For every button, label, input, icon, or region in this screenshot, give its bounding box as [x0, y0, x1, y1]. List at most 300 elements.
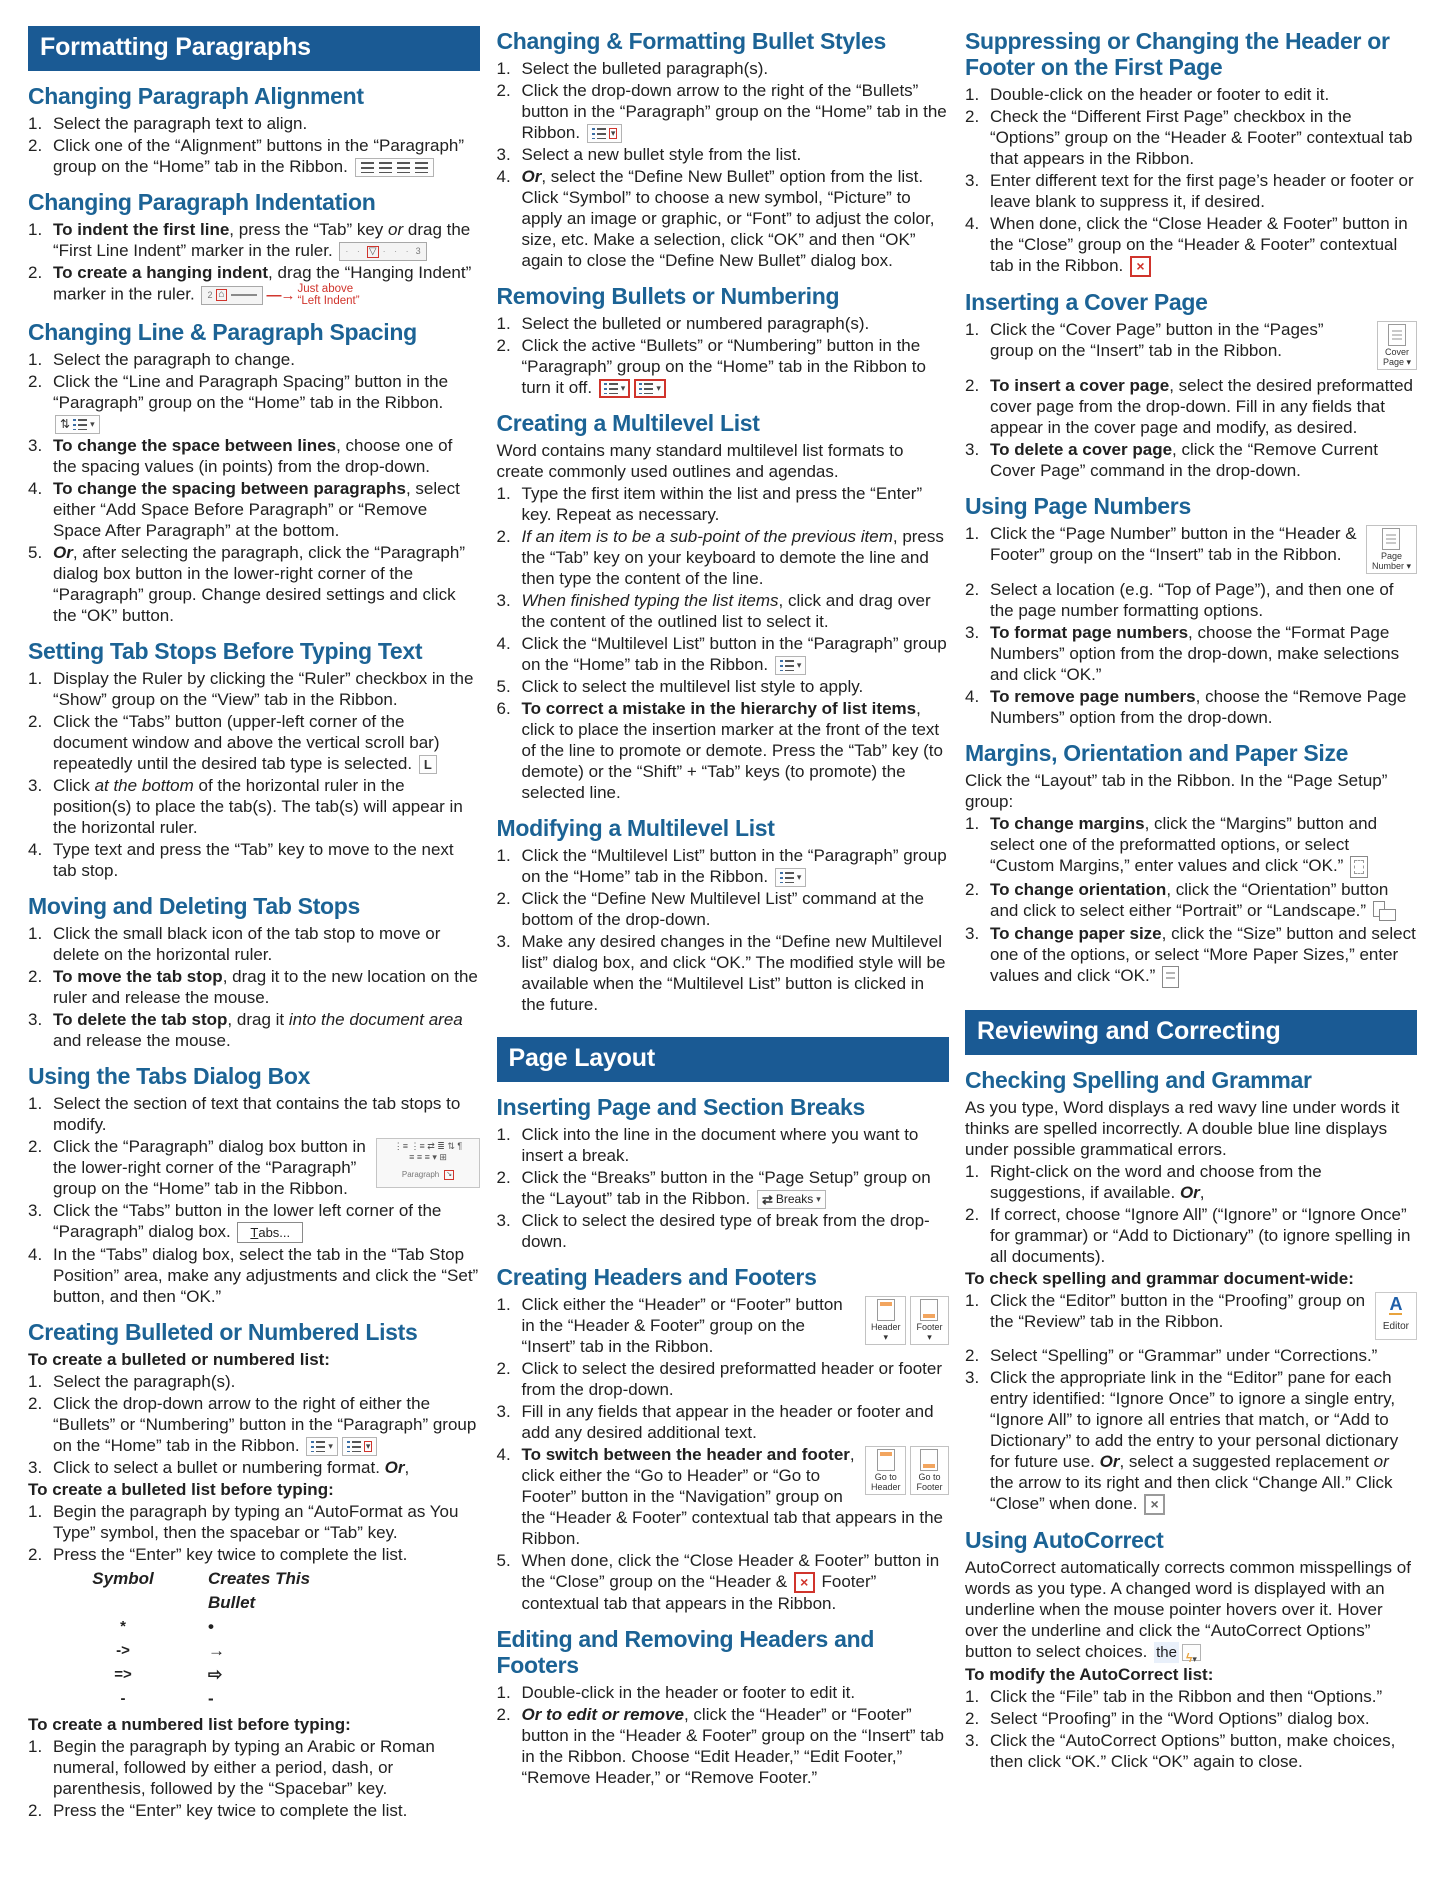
- step-text: Enter different text for the first page’s header or footer or leave blank to suppress it, if desired.: [990, 171, 1414, 211]
- breaks-button-icon: ⇄ Breaks ▾: [757, 1190, 826, 1209]
- step-text: Cover Page ▾ Click the “Cover Page” button in the “Pages” group on the “Insert” tab in the Ribbon.: [990, 319, 1417, 374]
- step-text: In the “Tabs” dialog box, select the tab in the “Tab Stop Position” area, make any adjustments and click the “Set” button, and then “OK.”: [53, 1245, 479, 1307]
- step: [28, 1393, 480, 1456]
- step-text: Fill in any fields that appear in the header or footer and add any desired additional text.: [521, 1402, 934, 1443]
- step-number: 2.: [965, 879, 980, 899]
- step-number: 1.: [496, 1683, 511, 1703]
- step-number: 2.: [496, 889, 511, 909]
- section-heading-inserting-page-and-section-breaks: Inserting Page and Section Breaks: [496, 1094, 865, 1121]
- step: [497, 931, 949, 1015]
- step: [497, 526, 949, 589]
- bullets-dropdown-icon: [306, 1437, 338, 1456]
- step: [28, 113, 480, 134]
- step-number: 2.: [28, 136, 43, 155]
- step-number: 3.: [965, 1730, 980, 1750]
- step: [28, 966, 480, 1008]
- step-text: Click the “Tabs” button (upper-left corner of the document window and above the vertical scroll bar) repeatedly until the desired tab type is selected. L: [53, 712, 440, 774]
- step: [497, 483, 949, 525]
- section-heading-modifying-a-multilevel-list: Modifying a Multilevel List: [496, 815, 775, 842]
- step-number: 2.: [28, 1801, 43, 1821]
- step-number: 2.: [28, 967, 43, 987]
- step: [497, 633, 949, 675]
- step-text: When done, click the “Close Header & Footer” button in the “Close” group on the “Header & Footer” contextual tab in the Ribbon. ×: [990, 213, 1417, 277]
- cover-page-button-icon: Cover Page ▾: [1377, 321, 1417, 370]
- editor-button-icon: A Editor: [1375, 1292, 1417, 1340]
- step-text: Select the paragraph to change.: [53, 350, 295, 370]
- step: [965, 1730, 1417, 1772]
- step-text: Select the bulleted or numbered paragraph(s).: [521, 314, 870, 334]
- hanging-indent-annotation: —→ Just above “Left Indent”: [266, 283, 360, 308]
- step-number: 1.: [965, 85, 980, 104]
- step-text: Select a location (e.g. “Top of Page”), and then one of the page number formatting options.: [990, 580, 1394, 621]
- step-number: 4.: [28, 1245, 43, 1265]
- size-button-icon: [1162, 966, 1179, 988]
- dialog-launcher-icon: ↘: [446, 1170, 453, 1178]
- step-text: Click the “Define New Multilevel List” command at the bottom of the drop-down.: [521, 889, 924, 930]
- step-text: Or, after selecting the paragraph, click the “Paragraph” dialog box button in the lower-right corner of the “Paragraph” group. Change desired settings and click the “OK” button.: [53, 543, 465, 626]
- list-glyph-icon: [347, 1441, 361, 1452]
- numbering-dropdown-red-icon: [342, 1437, 378, 1456]
- step: [28, 1093, 480, 1135]
- step-text: Go to Header Go to Footer To switch between the header and footer, click either the “Go to Header” or “Go to Footer” button in the “Navigation” group on the “Header & Footer” contextual tab that appears in the Ribbon.: [522, 1444, 949, 1549]
- symbol-cell: ->: [116, 1642, 130, 1660]
- step-number: 1.: [28, 669, 43, 689]
- step-number: 1.: [965, 1686, 980, 1706]
- section-heading-creating-headers-and-footers: Creating Headers and Footers: [496, 1264, 817, 1291]
- step: [965, 84, 1417, 105]
- step-number: 2.: [965, 1204, 980, 1224]
- step: [965, 213, 1417, 277]
- step-text: To indent the first line, press the “Tab” key or drag the “First Line Indent” marker in the ruler. · · ▽ · · · 3: [53, 220, 471, 261]
- step: [497, 1167, 949, 1209]
- step-text: Select a new bullet style from the list.: [521, 145, 802, 165]
- step-number: 1.: [496, 1125, 511, 1145]
- step-text: Check the “Different First Page” checkbox in the “Options” group on the “Header & Footer” contextual tab that appears in the Ribbon.: [990, 107, 1413, 168]
- table-row: [64, 1663, 480, 1687]
- step-number: 3.: [965, 924, 980, 944]
- go-to-header-footer-icon: Go to Header Go to Footer: [865, 1446, 949, 1495]
- step-number: 3.: [28, 1010, 43, 1030]
- document-page-icon: [1388, 324, 1406, 346]
- step-text: Type text and press the “Tab” key to move to the next tab stop.: [53, 840, 454, 881]
- bullets-dropdown-red-icon: [587, 124, 623, 143]
- lead-in-text: To create a bulleted list before typing:: [28, 1480, 334, 1500]
- step-text: Click the “Breaks” button in the “Page Setup” group on the “Layout” tab in the Ribbon. ⇄ Breaks ▾: [521, 1168, 931, 1209]
- step-text: Type the first item within the list and press the “Enter” key. Repeat as necessary.: [521, 484, 923, 525]
- step-text: Double-click on the header or footer to edit it.: [990, 85, 1330, 104]
- step-number: 1.: [28, 1502, 43, 1522]
- orientation-button-icon: [1373, 900, 1396, 922]
- document-page-icon: [1382, 528, 1400, 550]
- step-text: Click to select the desired preformatted header or footer from the drop-down.: [521, 1359, 942, 1400]
- line-spacing-icon: ⇅ ▾: [55, 415, 100, 434]
- bullet-cell: -: [208, 1689, 214, 1709]
- step: [28, 1244, 480, 1307]
- step: [965, 1204, 1417, 1267]
- tabs-button-icon: T abs...: [237, 1222, 303, 1243]
- step-number: 1.: [28, 1372, 43, 1392]
- paragraph-text: Word contains many standard multilevel list formats to create commonly used outlines and agendas.: [496, 441, 904, 482]
- step: [965, 579, 1417, 621]
- step-number: 1.: [496, 59, 511, 78]
- step: [497, 58, 949, 79]
- step-text: Click the “Tabs” button in the lower left corner of the “Paragraph” dialog box. T abs...: [53, 1200, 480, 1243]
- list-glyph-icon: [639, 383, 653, 394]
- step-text: Click the “AutoCorrect Options” button, make choices, then click “OK.” Click “OK” again to close.: [990, 1730, 1396, 1771]
- step-text: Click one of the “Alignment” buttons in the “Paragraph” group on the “Home” tab in the Ribbon.: [53, 136, 465, 176]
- step-text: To change paper size, click the “Size” button and select one of the options, or select “More Paper Sizes,” enter values and click “OK.”: [990, 923, 1417, 988]
- step-number: 1.: [28, 1094, 43, 1114]
- step-text: ⋮≡ ⋮≡ ⇄ ≣ ⇅ ¶ ≡ ≡ ≡ ▾ ⊞ Paragraph ↘ Click the “Paragraph” dialog box button in the lower-right corner of the “Paragraph” group on the “Home” tab in the Ribbon.: [53, 1136, 480, 1199]
- bullets-button-active-icon: [599, 379, 631, 398]
- close-header-footer-icon: ×: [794, 1572, 815, 1593]
- step: [965, 375, 1417, 438]
- step: [497, 1682, 949, 1703]
- document-page-icon: [877, 1449, 895, 1471]
- step-number: 3.: [496, 932, 511, 952]
- section-heading-editing-and-removing-headers-and-footers: Editing and Removing Headers and Footers: [496, 1626, 875, 1679]
- step-text: To format page numbers, choose the “Format Page Numbers” option from the drop-down, make selections and click “OK.”: [990, 623, 1400, 685]
- chevron-down-icon: ▾: [796, 872, 802, 883]
- step: [497, 845, 949, 887]
- step: [497, 1210, 949, 1252]
- step-number: 1.: [28, 1737, 43, 1757]
- step-number: 3.: [28, 776, 43, 796]
- step-number: 3.: [965, 440, 980, 460]
- step-text: Page Number ▾ Click the “Page Number” button in the “Header & Footer” group on the “Insert” tab in the Ribbon.: [990, 523, 1417, 578]
- step: [965, 813, 1417, 878]
- step-text: To delete a cover page, click the “Remove Current Cover Page” command in the drop-down.: [990, 440, 1378, 481]
- step-text: To create a hanging indent, drag the “Hanging Indent” marker in the ruler. 2 ⌂ —→ Just above “Left Indent”: [53, 263, 472, 308]
- step: [497, 698, 949, 803]
- step-number: 4.: [28, 840, 43, 860]
- paragraph-text: As you type, Word displays a red wavy line under words it thinks are spelled incorrectly. A double blue line displays under possible grammatical errors.: [965, 1097, 1400, 1159]
- step-text: Click the active “Bullets” or “Numbering” button in the “Paragraph” group on the “Home” tab in the Ribbon to turn it off. ▾ ▾: [521, 336, 926, 398]
- step: [28, 219, 480, 261]
- first-line-indent-ruler-icon: · · ▽ · · · 3: [339, 242, 426, 261]
- step-text: Select “Spelling” or “Grammar” under “Corrections.”: [990, 1345, 1378, 1365]
- step-number: 2.: [28, 1394, 43, 1414]
- banner-reviewing-and-correcting: Reviewing and Correcting: [965, 1010, 1417, 1055]
- step-text: Select the section of text that contains the tab stops to modify.: [53, 1094, 461, 1135]
- step: [965, 622, 1417, 685]
- table-row: [64, 1639, 480, 1663]
- list-glyph-icon: [311, 1441, 325, 1452]
- chevron-down-icon: ▾: [1192, 1653, 1197, 1664]
- step-text: Click the “Line and Paragraph Spacing” button in the “Paragraph” group on the “Home” tab in the Ribbon. ⇅ ▾: [53, 371, 480, 434]
- step: [497, 590, 949, 632]
- step-number: 1.: [496, 484, 511, 504]
- step-text: To remove page numbers, choose the “Remove Page Numbers” option from the drop-down.: [990, 687, 1407, 728]
- step: [28, 1501, 480, 1543]
- step-text: Select the bulleted paragraph(s).: [521, 59, 769, 78]
- chevron-down-icon: ▾: [816, 1194, 821, 1205]
- lead-in-text: To create a numbered list before typing:: [28, 1715, 351, 1735]
- document-page-icon: [920, 1449, 938, 1471]
- section-heading-changing-paragraph-indentation: Changing Paragraph Indentation: [28, 189, 376, 216]
- table-row: [64, 1687, 480, 1711]
- step: [28, 1200, 480, 1243]
- step-number: 1.: [28, 924, 43, 944]
- step: [497, 1294, 949, 1357]
- step: [497, 1704, 949, 1788]
- lead-in-text: To modify the AutoCorrect list:: [965, 1664, 1214, 1684]
- step-text: Select the paragraph text to align.: [53, 114, 308, 133]
- table-header: Symbol: [92, 1569, 154, 1589]
- step-number: 1.: [496, 1295, 511, 1315]
- step-text: Click the “Multilevel List” button in the “Paragraph” group on the “Home” tab in the Ribbon. ▾: [521, 846, 947, 887]
- chevron-down-icon: ▾: [610, 128, 616, 139]
- step-number: 1.: [965, 524, 980, 544]
- table-header: Creates This Bullet: [208, 1569, 311, 1613]
- chevron-down-icon: ▾: [90, 419, 95, 430]
- step-text: Click into the line in the document where you want to insert a break.: [521, 1125, 919, 1166]
- step-text: To insert a cover page, select the desired preformatted cover page from the drop-down. Fill in any fields that appear in the cover page and modify, as desired.: [990, 376, 1413, 438]
- chevron-down-icon: ▾: [656, 383, 661, 394]
- step: [28, 711, 480, 774]
- lightning-icon: ϟ: [1185, 1650, 1193, 1665]
- step-text: Click to select the desired type of break from the drop-down.: [521, 1211, 930, 1252]
- step-text: To correct a mistake in the hierarchy of list items, click to place the insertion marker at the front of the text of the line to promote or demote. Press the “Tab” key (to demote) or the “Shift” + “Tab” keys (to promote) the selected line.: [521, 699, 943, 803]
- step: [28, 1009, 480, 1051]
- step: [497, 1358, 949, 1400]
- step-text: Click the appropriate link in the “Editor” pane for each entry identified: “Ignore Once” to ignore a single entry, “Ignore All” to ignore all entries that match, or “Add to Dictionary” to add the entry to your personal dictionary for future use. Or, select a suggested replacement or the arrow to its right and then click “Change All.” Click “Close” when done. ×: [990, 1367, 1417, 1515]
- table-header-row: [64, 1567, 480, 1615]
- step: [28, 1736, 480, 1799]
- close-header-footer-icon: ×: [1130, 256, 1151, 277]
- step-number: 2.: [28, 712, 43, 732]
- multilevel-list-icon: [775, 656, 807, 675]
- step-text: If an item is to be a sub-point of the previous item, press the “Tab” key on your keyboard to demote the line and then type the content of the line.: [521, 527, 944, 589]
- step-text: To change the space between lines, choose one of the spacing values (in points) from the drop-down.: [53, 436, 453, 477]
- step: [28, 839, 480, 881]
- section-heading-inserting-a-cover-page: Inserting a Cover Page: [965, 289, 1208, 316]
- list-glyph-icon: [73, 419, 87, 430]
- chevron-down-icon: ▾: [796, 660, 802, 671]
- step: [965, 439, 1417, 481]
- step-number: 5.: [496, 1551, 511, 1571]
- step-text: Click the “File” tab in the Ribbon and then “Options.”: [990, 1686, 1383, 1706]
- section-heading-using-the-tabs-dialog-box: Using the Tabs Dialog Box: [28, 1063, 311, 1090]
- step: [497, 888, 949, 930]
- hanging-indent-ruler-icon: 2 ⌂: [201, 286, 262, 305]
- step-text: Right-click on the word and choose from the suggestions, if available. Or,: [990, 1161, 1322, 1202]
- step-text: Click the drop-down arrow to the right of the “Bullets” button in the “Paragraph” group on the “Home” tab in the Ribbon. ▾: [521, 81, 947, 142]
- chevron-down-icon: ▾: [328, 1441, 333, 1452]
- column-2: [497, 26, 949, 1789]
- step-number: 4.: [28, 479, 43, 499]
- step: [965, 1367, 1417, 1515]
- bullet-cell: ⇨: [208, 1665, 223, 1685]
- step-number: 2.: [496, 527, 511, 547]
- list-glyph-icon: [604, 383, 618, 394]
- bullet-symbol-table: [64, 1567, 480, 1711]
- step-number: 3.: [496, 591, 511, 611]
- step-number: 1.: [28, 350, 43, 370]
- step: [965, 319, 1417, 374]
- step-number: 4.: [965, 687, 980, 707]
- step: [965, 523, 1417, 578]
- close-button-icon: ×: [1144, 1494, 1165, 1515]
- step: [28, 1544, 480, 1565]
- paragraph-text: Click the “Layout” tab in the Ribbon. In the “Page Setup” group:: [965, 771, 1388, 812]
- step-text: When done, click the “Close Header & Footer” button in the “Close” group on the “Header & × Footer” contextual tab that appears in the Ribbon.: [521, 1551, 940, 1614]
- step: [497, 1444, 949, 1549]
- step: [497, 335, 949, 398]
- step: [497, 676, 949, 697]
- step-number: 1.: [496, 314, 511, 334]
- step-text: Begin the paragraph by typing an Arabic or Roman numeral, followed by either a period, dash, or parenthesis, followed by the “Spacebar” key.: [53, 1737, 435, 1799]
- step-number: 3.: [28, 1458, 43, 1478]
- step: [28, 1371, 480, 1392]
- step-text: Click the drop-down arrow to the right of either the “Bullets” or “Numbering” button in the “Paragraph” group on the “Home” tab in the Ribbon. ▾ ▾: [53, 1394, 477, 1456]
- section-heading-margins-orientation-and-paper-size: Margins, Orientation and Paper Size: [965, 740, 1349, 767]
- symbol-cell: *: [120, 1618, 126, 1636]
- lead-in-text: To create a bulleted or numbered list:: [28, 1350, 330, 1370]
- step-text: Select “Proofing” in the “Word Options” dialog box.: [990, 1708, 1370, 1728]
- step-number: 2.: [28, 263, 43, 283]
- step: [28, 349, 480, 370]
- step: [497, 1401, 949, 1443]
- step: [28, 923, 480, 965]
- step: [965, 686, 1417, 728]
- step-number: 4.: [965, 214, 980, 233]
- step-text: To change the spacing between paragraphs, select either “Add Space Before Paragraph” or “Remove Space After Paragraph” at the bottom.: [53, 479, 460, 541]
- step: [965, 1345, 1417, 1366]
- step-text: Double-click in the header or footer to edit it.: [521, 1683, 856, 1703]
- column-3: [965, 26, 1417, 1773]
- step-number: 4.: [496, 634, 511, 654]
- step: [965, 1708, 1417, 1729]
- column-1: [28, 26, 480, 1822]
- step: [965, 923, 1417, 988]
- header-footer-buttons-icon: Header ▾ Footer ▾: [865, 1296, 949, 1345]
- section-heading-moving-and-deleting-tab-stops: Moving and Deleting Tab Stops: [28, 893, 361, 920]
- step-text: To move the tab stop, drag it to the new location on the ruler and release the mouse.: [53, 967, 478, 1008]
- step: [28, 1457, 480, 1478]
- chevron-down-icon: ▾: [620, 383, 626, 394]
- step-number: 3.: [965, 1367, 980, 1387]
- step-number: 2.: [965, 1345, 980, 1365]
- step-number: 1.: [28, 114, 43, 133]
- step-text: Click to select the multilevel list style to apply.: [521, 677, 864, 697]
- step: [497, 144, 949, 165]
- step-text: Click the small black icon of the tab stop to move or delete on the horizontal ruler.: [53, 924, 441, 965]
- step: [28, 371, 480, 434]
- bullet-cell: •: [208, 1617, 214, 1637]
- step: [497, 1124, 949, 1166]
- paragraph-group-icon: ⋮≡ ⋮≡ ⇄ ≣ ⇅ ¶ ≡ ≡ ≡ ▾ ⊞ Paragraph ↘: [376, 1138, 480, 1188]
- step-number: 1.: [965, 320, 980, 340]
- step-number: 2.: [965, 376, 980, 396]
- list-glyph-icon: [592, 128, 606, 139]
- tab-type-icon: L: [419, 755, 437, 774]
- step-number: 2.: [28, 372, 43, 392]
- step-number: 3.: [28, 1201, 43, 1221]
- symbol-cell: -: [120, 1690, 126, 1708]
- step-number: 2.: [496, 1168, 511, 1188]
- step-number: 2.: [28, 1137, 43, 1157]
- step-number: 2.: [496, 1359, 511, 1379]
- step-text: When finished typing the list items, click and drag over the content of the outlined list to select it.: [521, 591, 931, 632]
- paragraph-text: AutoCorrect automatically corrects common misspellings of words as you type. A changed word is displayed with an underline when the mouse pointer hovers over it. Hover over the underline and click the “AutoCorrect Options” button to select choices. the ϟ▾: [965, 1557, 1411, 1665]
- step-number: 3.: [965, 623, 980, 643]
- step: [28, 135, 480, 177]
- section-heading-setting-tab-stops-before-typing-text: Setting Tab Stops Before Typing Text: [28, 638, 423, 665]
- step: [28, 775, 480, 838]
- step-text: To change margins, click the “Margins” button and select one of the preformatted options, or select “Custom Margins,” enter values and click “OK.”: [990, 813, 1417, 878]
- step: [497, 166, 949, 271]
- step-text: Click the “Multilevel List” button in the “Paragraph” group on the “Home” tab in the Ribbon. ▾: [521, 634, 947, 675]
- step-number: 1.: [965, 1161, 980, 1181]
- step-text: Press the “Enter” key twice to complete the list.: [53, 1801, 408, 1821]
- step-number: 6.: [496, 699, 511, 719]
- step-number: 3.: [496, 1402, 511, 1422]
- step-number: 1.: [965, 1290, 980, 1310]
- section-heading-changing-formatting-bullet-styles: Changing & Formatting Bullet Styles: [496, 28, 886, 54]
- table-row: [64, 1615, 480, 1639]
- section-heading-changing-paragraph-alignment: Changing Paragraph Alignment: [28, 83, 364, 109]
- step-number: 4.: [496, 1445, 511, 1465]
- step-text: Or to edit or remove, click the “Header” or “Footer” button in the “Header & Footer” group on the “Insert” tab in the Ribbon. Choose “Edit Header,” “Edit Footer,” “Remove Header,” or “Remove Footer.”: [521, 1705, 944, 1788]
- section-heading-creating-a-multilevel-list: Creating a Multilevel List: [496, 410, 760, 437]
- step-number: 3.: [496, 145, 511, 165]
- step-number: 2.: [965, 1708, 980, 1728]
- step-text: A Editor Click the “Editor” button in the “Proofing” group on the “Review” tab in the Ribbon.: [990, 1290, 1417, 1344]
- step: [965, 1161, 1417, 1203]
- section-heading-creating-bulleted-or-numbered-lists: Creating Bulleted or Numbered Lists: [28, 1319, 418, 1346]
- step-text: Display the Ruler by clicking the “Ruler” checkbox in the “Show” group on the “View” tab in the Ribbon.: [53, 669, 474, 710]
- step-text: To change orientation, click the “Orientation” button and click to select either “Portrait” or “Landscape.”: [990, 879, 1417, 923]
- step: [965, 879, 1417, 923]
- step: [497, 80, 949, 143]
- bullet-cell: →: [208, 1641, 225, 1661]
- step-text: Click at the bottom of the horizontal ruler in the position(s) to place the tab(s). The tab(s) will appear in the horizontal ruler.: [53, 776, 463, 838]
- step: [28, 668, 480, 710]
- step-number: 2.: [496, 1705, 511, 1725]
- step: [28, 1136, 480, 1199]
- step-number: 5.: [496, 677, 511, 697]
- step-text: Begin the paragraph by typing an “AutoFormat as You Type” symbol, then the spacebar or “Tab” key.: [53, 1502, 459, 1543]
- step: [965, 1686, 1417, 1707]
- step-text: Press the “Enter” key twice to complete the list.: [53, 1545, 408, 1565]
- step-number: 2.: [28, 1545, 43, 1565]
- section-heading-changing-line-paragraph-spacing: Changing Line & Paragraph Spacing: [28, 319, 417, 346]
- step: [497, 1550, 949, 1614]
- step: [965, 170, 1417, 212]
- step-number: 1.: [28, 220, 43, 240]
- section-heading-using-autocorrect: Using AutoCorrect: [965, 1526, 1164, 1553]
- step-number: 3.: [965, 171, 980, 190]
- list-glyph-icon: [780, 660, 794, 671]
- section-heading-using-page-numbers: Using Page Numbers: [965, 493, 1191, 520]
- alignment-buttons-icon: [355, 158, 434, 177]
- numbering-button-active-icon: [634, 379, 666, 398]
- step-text: To delete the tab stop, drag it into the document area and release the mouse.: [53, 1010, 463, 1051]
- symbol-cell: =>: [114, 1666, 132, 1684]
- step: [965, 106, 1417, 169]
- step-number: 1.: [965, 814, 980, 834]
- step-text: Make any desired changes in the “Define new Multilevel list” dialog box, and click “OK.” The modified style will be available when the “Multilevel List” button is clicked in the future.: [521, 932, 946, 1015]
- step-text: Click to select a bullet or numbering format. Or,: [53, 1458, 410, 1478]
- autocorrect-options-icon: the ϟ▾: [1154, 1642, 1201, 1663]
- lead-in-text: To check spelling and grammar document-wide:: [965, 1268, 1354, 1288]
- section-heading-checking-spelling-and-grammar: Checking Spelling and Grammar: [965, 1066, 1312, 1093]
- step-text: Header ▾ Footer ▾ Click either the “Header” or “Footer” button in the “Header & Footer” group on the “Insert” tab in the Ribbon.: [522, 1294, 949, 1357]
- page-number-button-icon: Page Number ▾: [1366, 525, 1417, 574]
- step-text: If correct, choose “Ignore All” (“Ignore” or “Ignore Once” for grammar) or “Add to Dictionary” (to ignore spelling in all documents).: [990, 1204, 1411, 1266]
- chevron-down-icon: ▾: [365, 1441, 371, 1452]
